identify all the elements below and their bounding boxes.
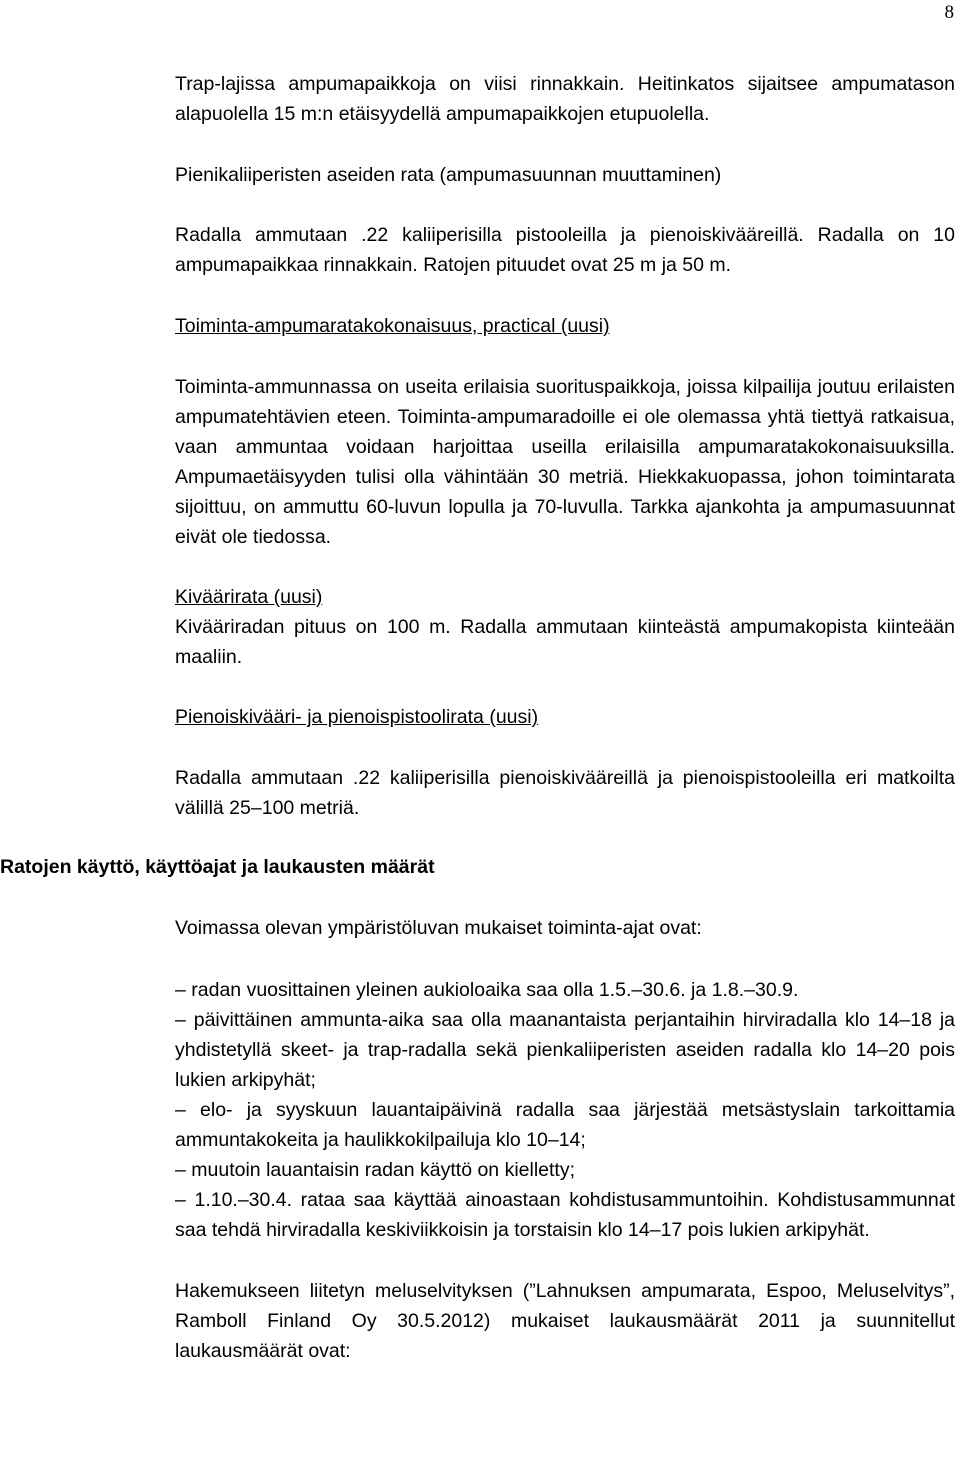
toiminta-heading: Toiminta-ampumaratakokonaisuus, practical (uusi) — [175, 315, 610, 337]
toiminta-paragraph: Toiminta-ammunnassa on useita erilaisia suorituspaikkoja, joissa kilpailija joutuu erilaisten ampumatehtävien eteen. Toiminta-ampumaradoille ei ole olemassa yhtä tiettyä ratkaisua, vaan ammuntaa voidaan harjoittaa useilla erilaisilla ampumaratakokonaisuuksilla. Ampumaetäisyyden tulisi olla vähintään 30 metriä. Hiekkakuopassa, johon toimintarata sijoittuu, on ammuttu 60-luvun lopulla ja 70-luvulla. Tarkka ajankohta ja ampumasuunnat eivät ole tiedossa. — [175, 376, 955, 548]
list-item: – 1.10.–30.4. rataa saa käyttää ainoastaan kohdistusammuntoihin. Kohdistusammunnat saa tehdä hirviradalla keskiviikkoisin ja torstaisin klo 14–17 pois lukien arkipyhät. — [175, 1185, 955, 1245]
document-body — [0, 69, 956, 1366]
intro-paragraph: Voimassa olevan ympäristöluvan mukaiset toiminta-ajat ovat: — [175, 917, 702, 939]
list-item: – elo- ja syyskuun lauantaipäivinä radalla saa järjestää metsästyslain tarkoittamia ammuntakokeita ja haulikkokilpailuja klo 10–14; — [175, 1095, 955, 1155]
hakemus-paragraph: Hakemukseen liitetyn meluselvityksen (”Lahnuksen ampumarata, Espoo, Meluselvitys”, Ramboll Finland Oy 30.5.2012) mukaiset laukausmäärät 2011 ja suunnitellut laukausmäärät ovat: — [175, 1280, 955, 1362]
list-item: – radan vuosittainen yleinen aukioloaika saa olla 1.5.–30.6. ja 1.8.–30.9. — [175, 975, 955, 1005]
page-number: 8 — [944, 2, 954, 23]
trap-paragraph: Trap-lajissa ampumapaikkoja on viisi rinnakkain. Heitinkatos sijaitsee ampumatason alapuolella 15 m:n etäisyydellä ampumapaikkojen etupuolella. — [175, 73, 955, 125]
pienikaliiperi-paragraph: Radalla ammutaan .22 kaliiperisilla pistooleilla ja pienoiskivääreillä. Radalla on 10 ampumapaikkaa rinnakkain. Ratojen pituudet ovat 25 m ja 50 m. — [175, 224, 955, 276]
pienois-paragraph: Radalla ammutaan .22 kaliiperisilla pienoiskivääreillä ja pienoispistooleilla eri matkoilta välillä 25–100 metriä. — [175, 767, 955, 819]
dash: – — [175, 1189, 186, 1211]
kivaari-paragraph: Kivääriradan pituus on 100 m. Radalla ammutaan kiinteästä ampumakopista kiinteään maaliin. — [175, 616, 955, 668]
pienois-heading: Pienoiskivääri- ja pienoispistoolirata (uusi) — [175, 706, 539, 728]
dash: – — [175, 1099, 186, 1121]
kivaari-heading: Kiväärirata (uusi) — [175, 586, 323, 608]
dash: – — [175, 1159, 186, 1181]
pienikaliiperi-heading: Pienikaliiperisten aseiden rata (ampumasuunnan muuttaminen) — [175, 164, 722, 186]
section-heading: Ratojen käyttö, käyttöajat ja laukausten määrät — [0, 856, 435, 878]
dash: – — [175, 979, 186, 1001]
operating-times-list — [175, 975, 955, 1245]
list-item: – muutoin lauantaisin radan käyttö on kielletty; — [175, 1155, 955, 1185]
dash: – — [175, 1009, 186, 1031]
list-item: – päivittäinen ammunta-aika saa olla maanantaista perjantaihin hirviradalla klo 14–18 ja yhdistetyllä skeet- ja trap-radalla sekä pienkaliiperisten aseiden radalla klo 14–20 pois lukien arkipyhät; — [175, 1005, 955, 1095]
